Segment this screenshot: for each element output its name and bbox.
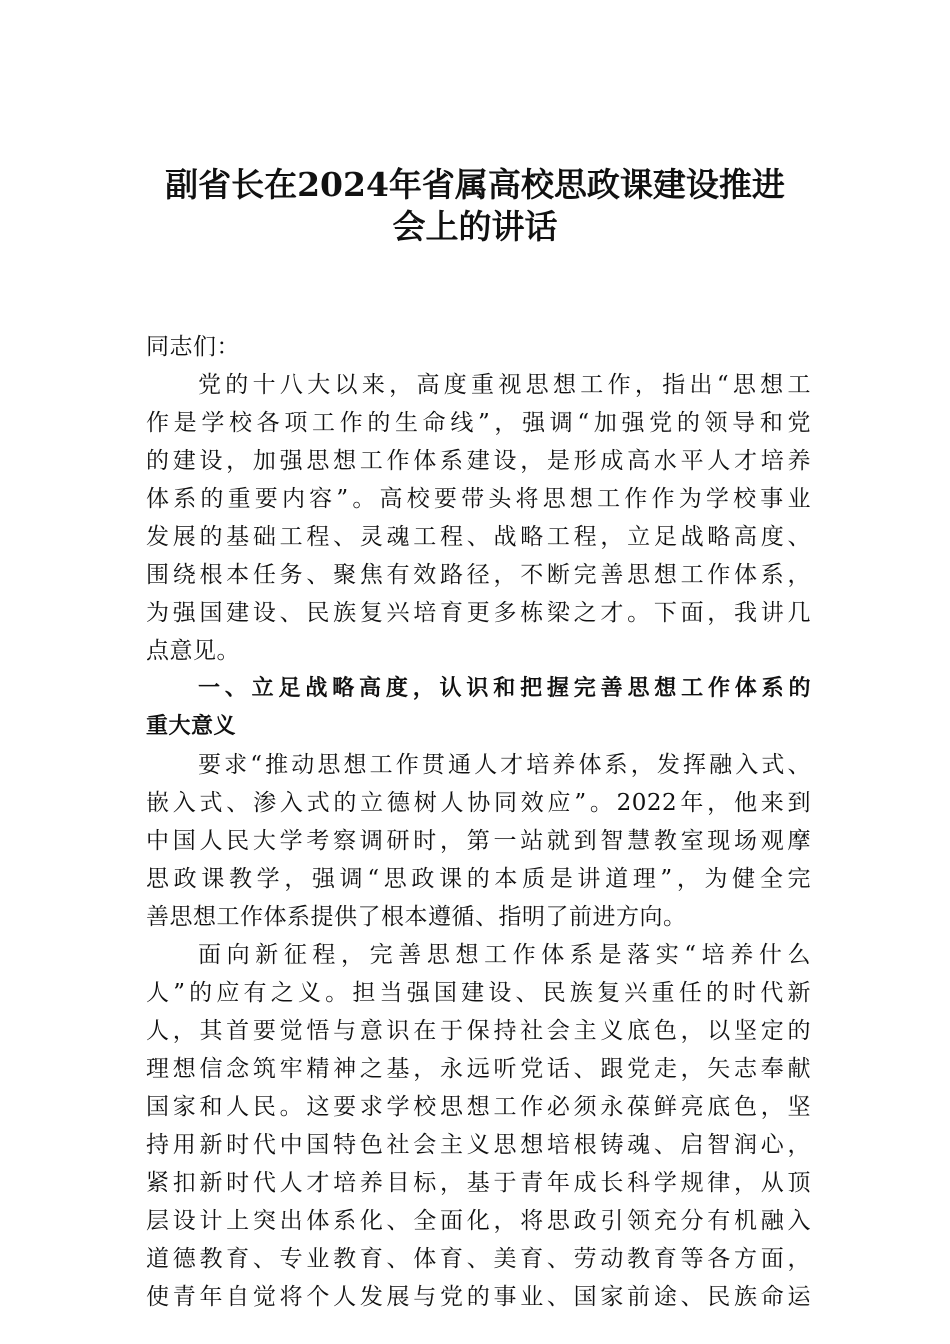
paragraph-line: 嵌入式、渗入式的立德树人协同效应”。2022年，他来到 <box>146 790 811 816</box>
paragraph-line: 紧扣新时代人才培养目标，基于青年成长科学规律，从顶 <box>146 1170 811 1196</box>
paragraph-line: 体系的重要内容”。高校要带头将思想工作作为学校事业 <box>146 486 811 512</box>
paragraph-line: 国家和人民。这要求学校思想工作必须永葆鲜亮底色，坚 <box>146 1094 811 1120</box>
paragraph-line: 作是学校各项工作的生命线”，强调“加强党的领导和党 <box>146 410 811 436</box>
paragraph-line: 围绕根本任务、聚焦有效路径，不断完善思想工作体系， <box>146 562 811 588</box>
paragraph-line: 使青年自觉将个人发展与党的事业、国家前途、民族命运 <box>146 1284 811 1310</box>
section-heading-line: 重大意义 <box>146 714 237 739</box>
paragraph-line: 道德教育、专业教育、体育、美育、劳动教育等各方面， <box>146 1246 811 1272</box>
document-body <box>146 328 811 1316</box>
paragraph-line: 发展的基础工程、灵魂工程、战略工程，立足战略高度、 <box>146 524 811 550</box>
paragraph-line: 的建设，加强思想工作体系建设，是形成高水平人才培养 <box>146 448 811 474</box>
paragraph-line: 理想信念筑牢精神之基，永远听党话、跟党走，矢志奉献 <box>146 1056 811 1082</box>
paragraph-line: 人，其首要觉悟与意识在于保持社会主义底色，以坚定的 <box>146 1018 811 1044</box>
paragraph-line: 面向新征程，完善思想工作体系是落实“培养什么 <box>198 942 811 968</box>
paragraph-line: 要求“推动思想工作贯通人才培养体系，发挥融入式、 <box>198 752 811 778</box>
salutation: 同志们： <box>146 334 240 360</box>
paragraph-line: 为强国建设、民族复兴培育更多栋梁之才。下面，我讲几 <box>146 600 811 626</box>
paragraph-line: 思政课教学，强调“思政课的本质是讲道理”，为健全完 <box>146 866 811 892</box>
paragraph-line: 人”的应有之义。担当强国建设、民族复兴重任的时代新 <box>146 980 811 1006</box>
document-title-line-1: 副省长在2024年省属高校思政课建设推进 <box>165 165 785 204</box>
paragraph-line: 点意见。 <box>146 638 240 664</box>
section-heading-line: 一、立足战略高度，认识和把握完善思想工作体系的 <box>198 676 811 701</box>
paragraph-line: 党的十八大以来，高度重视思想工作，指出“思想工 <box>198 372 811 398</box>
paragraph-line: 持用新时代中国特色社会主义思想培根铸魂、启智润心， <box>146 1132 811 1158</box>
paragraph-line: 中国人民大学考察调研时，第一站就到智慧教室现场观摩 <box>146 828 811 854</box>
document-title-line-2: 会上的讲话 <box>392 207 558 246</box>
paragraph-line: 层设计上突出体系化、全面化，将思政引领充分有机融入 <box>146 1208 811 1234</box>
paragraph-line: 善思想工作体系提供了根本遵循、指明了前进方向。 <box>146 904 687 930</box>
